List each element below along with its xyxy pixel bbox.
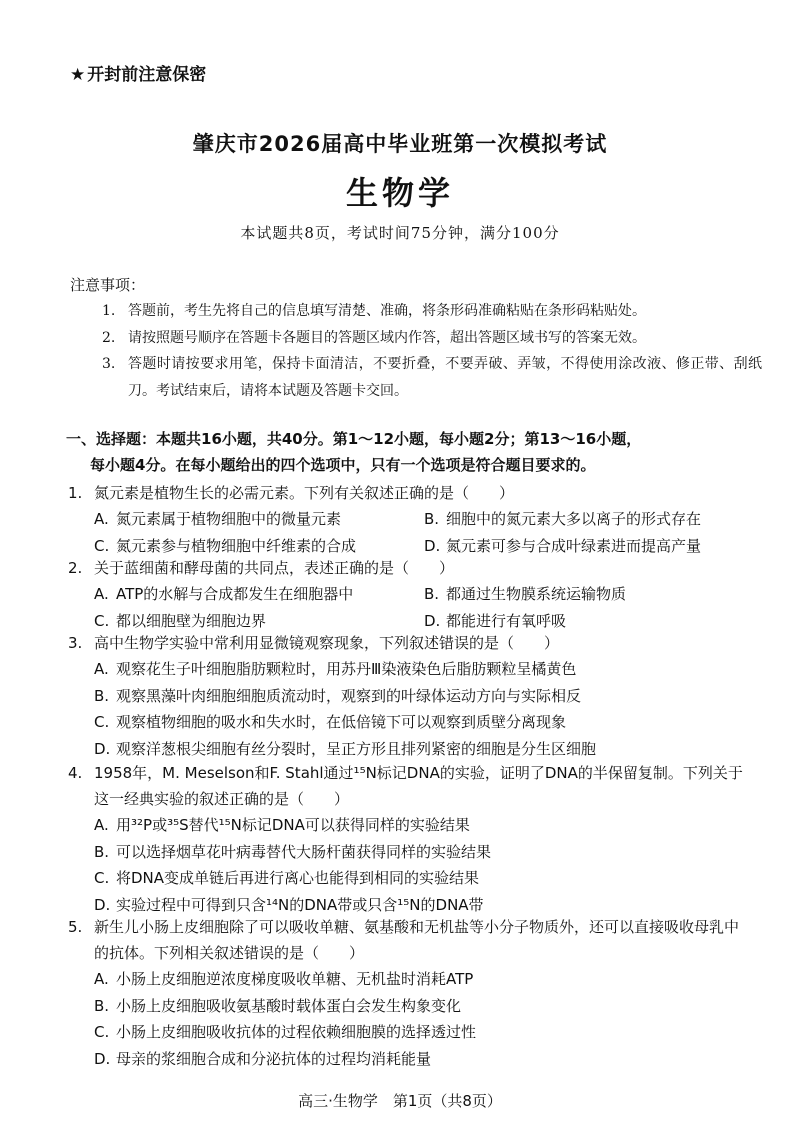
question-stem xyxy=(68,555,748,581)
option-a[interactable]: A. 观察花生子叶细胞脂肪颗粒时，用苏丹Ⅲ染液染色后脂肪颗粒呈橘黄色 xyxy=(94,660,577,678)
section-heading-line1: 一、选择题：本题共16小题，共40分。第1～12小题，每小题2分；第13～16小题， xyxy=(66,430,642,448)
question-number: 3. xyxy=(68,634,83,652)
options xyxy=(68,581,748,634)
exam-title: 肇庆市2026届高中毕业班第一次模拟考试 xyxy=(192,132,608,156)
exam-info: 本试题共8页，考试时间75分钟，满分100分 xyxy=(240,224,560,242)
option-c[interactable]: C. 将DNA变成单链后再进行离心也能得到相同的实验结果 xyxy=(94,869,480,887)
subject-title: 生物学 xyxy=(345,174,454,212)
note-text: 答题前，考生先将自己的信息填写清楚、准确，将条形码准确粘贴在条形码粘贴处。 xyxy=(128,303,646,319)
note-item xyxy=(102,325,762,352)
option-b[interactable]: B. 细胞中的氮元素大多以离子的形式存在 xyxy=(424,510,702,528)
question-number: 4. xyxy=(68,764,83,782)
options xyxy=(68,656,748,762)
option-a[interactable]: A. ATP的水解与合成都发生在细胞器中 xyxy=(94,585,354,603)
option-c[interactable]: C. 小肠上皮细胞吸收抗体的过程依赖细胞膜的选择透过性 xyxy=(94,1023,477,1041)
section-heading-line2: 每小题4分。在每小题给出的四个选项中，只有一个选项是符合题目要求的。 xyxy=(90,456,596,474)
question-stem xyxy=(68,914,748,966)
option-b[interactable]: B. 观察黑藻叶肉细胞细胞质流动时，观察到的叶绿体运动方向与实际相反 xyxy=(94,686,582,705)
question-number: 5. xyxy=(68,918,83,936)
notes-title: 注意事项： xyxy=(70,276,146,294)
options xyxy=(68,812,748,918)
page-footer: 高三·生物学 第1页（共8页） xyxy=(298,1092,502,1110)
option-a[interactable]: A. 氮元素属于植物细胞中的微量元素 xyxy=(94,510,342,528)
note-number: 2. xyxy=(102,329,116,346)
option-b[interactable]: B. 可以选择烟草花叶病毒替代大肠杆菌获得同样的实验结果 xyxy=(94,842,492,861)
question-text: 高中生物学实验中常利用显微镜观察现象，下列叙述错误的是（ ） xyxy=(94,634,560,652)
question-stem xyxy=(68,760,748,812)
note-text: 答题时请按要求用笔，保持卡面清洁，不要折叠，不要弄破、弄皱，不得使用涂改液、修正带、刮纸刀。考试结束后，请将本试题及答题卡交回。 xyxy=(128,356,762,399)
question-number: 1. xyxy=(68,484,83,502)
note-item xyxy=(102,298,762,325)
option-d[interactable]: D. 都能进行有氧呼吸 xyxy=(424,611,567,630)
question-text: 1958年，M. Meselson和F. Stahl通过¹⁵N标记DNA的实验，证明了DNA的半保留复制。下列关于这一经典实验的叙述正确的是（ ） xyxy=(94,764,743,808)
option-d[interactable]: D. 观察洋葱根尖细胞有丝分裂时，呈正方形且排列紧密的细胞是分生区细胞 xyxy=(94,739,597,758)
options xyxy=(68,966,748,1072)
confidential-text: 开封前注意保密 xyxy=(87,65,207,85)
note-item xyxy=(102,351,762,404)
option-a[interactable]: A. 用³²P或³⁵S替代¹⁵N标记DNA可以获得同样的实验结果 xyxy=(94,816,470,834)
option-d[interactable]: D. 氮元素可参与合成叶绿素进而提高产量 xyxy=(424,536,702,555)
option-c[interactable]: C. 观察植物细胞的吸水和失水时，在低倍镜下可以观察到质壁分离现象 xyxy=(94,713,567,731)
note-text: 请按照题号顺序在答题卡各题目的答题区域内作答，超出答题区域书写的答案无效。 xyxy=(128,329,646,346)
question-5 xyxy=(68,914,748,1072)
question-1 xyxy=(68,480,748,559)
question-3 xyxy=(68,630,748,762)
option-b[interactable]: B. 都通过生物膜系统运输物质 xyxy=(424,585,627,603)
question-number: 2. xyxy=(68,559,83,577)
note-number: 1. xyxy=(102,303,116,319)
question-stem xyxy=(68,480,748,506)
question-4 xyxy=(68,760,748,918)
options xyxy=(68,506,748,559)
question-text: 新生儿小肠上皮细胞除了可以吸收单糖、氨基酸和无机盐等小分子物质外，还可以直接吸收母乳中的抗体。下列相关叙述错误的是（ ） xyxy=(94,918,740,962)
question-stem xyxy=(68,630,748,656)
notes-list xyxy=(102,298,762,404)
question-2 xyxy=(68,555,748,634)
section-heading xyxy=(66,426,746,478)
star-icon: ★ xyxy=(70,65,86,85)
confidential-note xyxy=(70,60,206,85)
option-d[interactable]: D. 母亲的浆细胞合成和分泌抗体的过程均消耗能量 xyxy=(94,1049,432,1068)
option-d[interactable]: D. 实验过程中可得到只含¹⁴N的DNA带或只含¹⁵N的DNA带 xyxy=(94,895,484,914)
note-number: 3. xyxy=(102,356,116,372)
question-text: 关于蓝细菌和酵母菌的共同点，表述正确的是（ ） xyxy=(94,559,455,577)
option-a[interactable]: A. 小肠上皮细胞逆浓度梯度吸收单糖、无机盐时消耗ATP xyxy=(94,970,474,988)
option-c[interactable]: C. 氮元素参与植物细胞中纤维素的合成 xyxy=(94,536,357,555)
option-b[interactable]: B. 小肠上皮细胞吸收氨基酸时载体蛋白会发生构象变化 xyxy=(94,996,462,1015)
question-text: 氮元素是植物生长的必需元素。下列有关叙述正确的是（ ） xyxy=(94,484,515,502)
option-c[interactable]: C. 都以细胞壁为细胞边界 xyxy=(94,611,267,630)
